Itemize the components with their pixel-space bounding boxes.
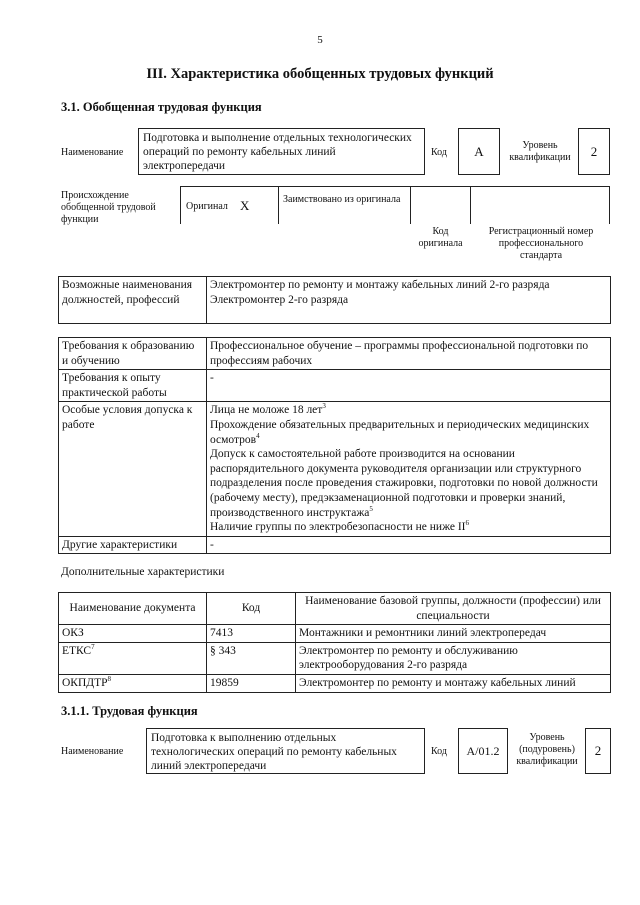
gtf-code-label: Код (431, 147, 447, 158)
subsection-title: 3.1. Обобщенная трудовая функция (61, 100, 262, 114)
additional-title: Дополнительные характеристики (61, 566, 225, 578)
special-value (207, 402, 611, 536)
gtf-level-label: Уровень квалификации (509, 140, 571, 163)
positions-value-1: Электромонтер по ремонту и монтажу кабельных линий 2-го разряда (210, 279, 550, 291)
tf-name-value: Подготовка к выполнению отдельных технологических операций по ремонту кабельных линий электропередачи (151, 732, 397, 772)
gtf-name-box (138, 128, 425, 175)
page-number: 5 (317, 34, 323, 46)
requirements-table (58, 337, 611, 554)
footnote-ref: 6 (465, 519, 470, 528)
origin-borrowed-label: Заимствовано из оригинала (283, 194, 401, 205)
row-doc: ОКПДТР (62, 676, 108, 689)
tf-level-box (585, 728, 611, 774)
table-row (59, 625, 611, 643)
special-item: Прохождение обязательных предварительных и периодических медицинских осмотров$^4$ (210, 418, 590, 446)
gtf-code-value: A (474, 144, 484, 159)
special-item: Наличие группы по электробезопасности не ниже $II^6$ (210, 519, 470, 534)
additional-table (58, 592, 611, 693)
row-code: 7413 (207, 625, 296, 643)
special-label: Особые условия допуска к работе (59, 402, 207, 536)
row-name: Монтажники и ремонтники линий электропередач (296, 625, 611, 643)
tf-code-box (458, 728, 508, 774)
tf-level-label: Уровень (подуровень) квалификации (516, 732, 578, 767)
gtf-code-box (458, 128, 500, 175)
positions-value (207, 277, 611, 324)
positions-table (58, 276, 611, 324)
origin-label: Происхождение обобщенной трудовой функции (61, 190, 156, 225)
tf-code-value: A/01.2 (466, 744, 500, 758)
row-code: § 343 (207, 642, 296, 674)
positions-value-2: Электромонтер 2-го разряда (210, 293, 349, 306)
row-code: 19859 (207, 674, 296, 692)
table-row (59, 642, 611, 674)
tf-title: 3.1.1. Трудовая функция (61, 704, 198, 718)
experience-value: - (207, 370, 611, 402)
experience-label: Требования к опыту практической работы (59, 370, 207, 402)
origin-original-mark: X (240, 198, 250, 213)
other-label: Другие характеристики (59, 536, 207, 554)
footnote-ref: 8 (107, 675, 112, 684)
education-label: Требования к образованию и обучению (59, 338, 207, 370)
positions-label: Возможные наименования должностей, профессий (59, 277, 207, 324)
tf-level-value: 2 (594, 743, 602, 758)
row-doc: ЕТКС (62, 644, 92, 657)
footnote-ref: 7 (91, 642, 95, 651)
header-doc: Наименование документа (59, 593, 207, 625)
gtf-name-value: Подготовка и выполнение отдельных технологических операций по ремонту кабельных линий электропередачи (143, 132, 412, 172)
gtf-level-box (578, 128, 610, 175)
table-row (59, 674, 611, 692)
tf-code-label: Код (431, 746, 447, 757)
tf-name-box (146, 728, 425, 774)
footnote-ref: 5 (369, 504, 373, 513)
origin-original-label: Оригинал (186, 201, 228, 212)
gtf-level-value: 2 (590, 144, 598, 159)
row-name: Электромонтер по ремонту и обслуживанию электрооборудования 2-го разряда (296, 642, 611, 674)
header-name: Наименование базовой группы, должности (профессии) или специальности (296, 593, 611, 625)
origin-reg-number-label: Регистрационный номер профессионального стандарта (488, 226, 594, 261)
other-value: - (207, 536, 611, 554)
footnote-ref: 4 (256, 431, 260, 440)
gtf-name-label: Наименование (61, 147, 124, 158)
tf-name-label: Наименование (61, 746, 124, 757)
row-name: Электромонтер по ремонту и монтажу кабельных линий (296, 674, 611, 692)
origin-code-original-label: Код оригинала (418, 226, 463, 249)
footnote-ref: 3 (322, 402, 326, 411)
education-value: Профессиональное обучение – программы профессиональной подготовки по профессиям рабочих (207, 338, 611, 370)
section-title: III. Характеристика обобщенных трудовых функций (146, 66, 494, 82)
special-item: Допуск к самостоятельной работе производится на основании распорядительного документа руководителя организации или структурного подразделения после проведения стажировки, подготовки по новой должности (рабочему месту), предэкзаменационной подготовки и проверки знаний, производственного инструктажа$^5$ (210, 448, 598, 519)
special-item: Лица не моложе 18 лет$^3$ (210, 402, 326, 417)
row-doc: ОКЗ (62, 627, 84, 640)
header-code: Код (207, 593, 296, 625)
